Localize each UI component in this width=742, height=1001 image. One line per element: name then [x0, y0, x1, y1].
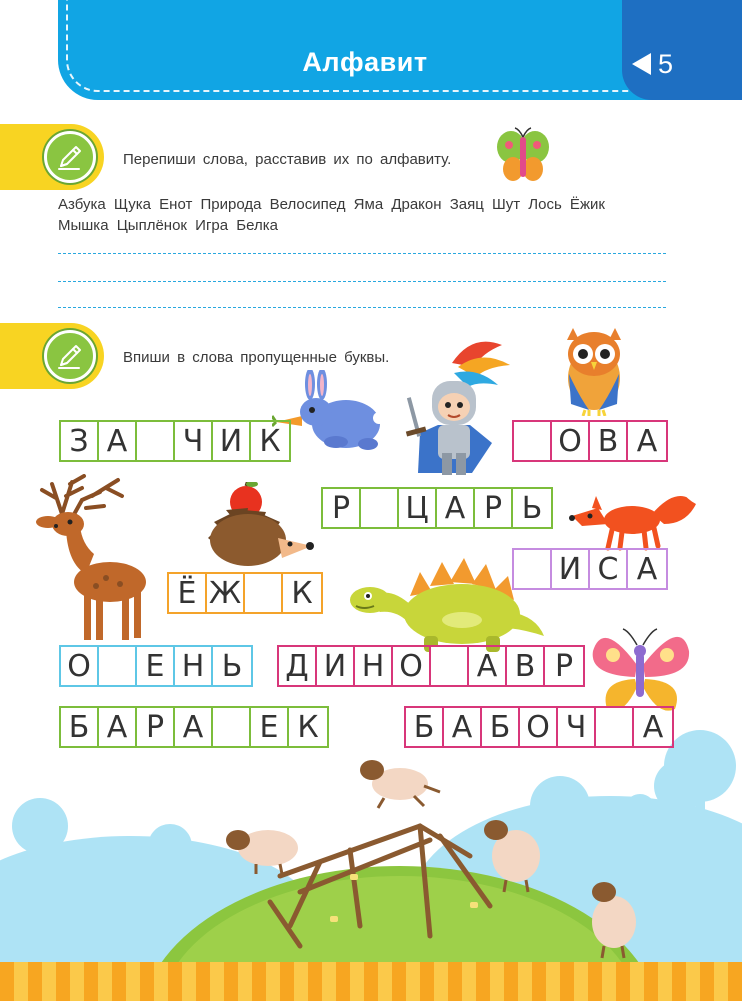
letter-cell: Ц — [399, 489, 437, 527]
letter-cell: А — [437, 489, 475, 527]
letter-cell: И — [213, 422, 251, 460]
letter-cell: З — [61, 422, 99, 460]
letter-cell: Б — [482, 708, 520, 746]
letter-cell: Б — [61, 708, 99, 746]
word-pool-line-1: Азбука Щука Енот Природа Велосипед Яма Дракон Заяц Шут Лось Ёжик — [58, 196, 605, 213]
task1-instruction: Перепиши слова, расставив их по алфавиту. — [123, 151, 452, 168]
letter-cell: А — [99, 422, 137, 460]
letter-cell: О — [393, 647, 431, 685]
letter-cell: Р — [475, 489, 513, 527]
page-number-tab — [622, 0, 742, 100]
blank-letter-cell[interactable] — [245, 574, 283, 612]
word-grid-ezhik — [167, 572, 323, 614]
word-grid-zaichik — [59, 420, 291, 462]
letter-cell: Р — [554, 648, 574, 684]
letter-cell: И — [552, 550, 590, 588]
letter-cell: Р — [323, 489, 361, 527]
blank-letter-cell[interactable] — [514, 550, 552, 588]
owl-illustration — [559, 326, 629, 416]
letter-cell: К — [291, 575, 313, 611]
word-grid-olen — [59, 645, 253, 687]
blank-letter-cell[interactable] — [596, 708, 634, 746]
word-grid-sova — [512, 420, 668, 462]
fox-illustration — [568, 484, 698, 552]
pencil-icon — [44, 131, 96, 183]
word-grid-rycar — [321, 487, 553, 529]
letter-cell: Н — [355, 647, 393, 685]
pencil-icon — [44, 330, 96, 382]
letter-cell: О — [552, 422, 590, 460]
blank-letter-cell[interactable] — [213, 708, 251, 746]
butterfly-small-illustration — [495, 125, 551, 185]
word-grid-barashek — [59, 706, 329, 748]
writing-line-2[interactable] — [58, 281, 666, 282]
letter-cell: А — [642, 709, 664, 745]
blank-letter-cell[interactable] — [361, 489, 399, 527]
letter-cell: А — [444, 708, 482, 746]
bottom-border-stripe — [0, 962, 742, 1001]
letter-cell: Ж — [207, 574, 245, 612]
hedgehog-illustration — [204, 482, 316, 572]
blank-letter-cell[interactable] — [514, 422, 552, 460]
letter-cell: К — [297, 709, 319, 745]
writing-line-3[interactable] — [58, 307, 666, 308]
letter-cell: В — [590, 422, 628, 460]
letter-cell: Е — [137, 647, 175, 685]
letter-cell: Р — [137, 708, 175, 746]
letter-cell: О — [520, 708, 558, 746]
letter-cell: К — [259, 423, 281, 459]
deer-illustration — [22, 474, 148, 644]
butterfly-illustration — [589, 625, 691, 717]
landscape-illustration — [0, 726, 742, 966]
word-pool-line-2: Мышка Цыплёнок Игра Белка — [58, 217, 278, 234]
play-arrow-icon — [632, 53, 651, 75]
letter-cell: И — [317, 647, 355, 685]
letter-cell: Д — [279, 647, 317, 685]
letter-cell: Ь — [521, 490, 543, 526]
letter-cell: Ь — [221, 648, 243, 684]
page-title: Алфавит — [302, 47, 428, 77]
letter-cell: Б — [406, 708, 444, 746]
page-number: 5 — [658, 49, 674, 79]
task2-instruction: Впиши в слова пропущенные буквы. — [123, 349, 390, 366]
knight-illustration — [402, 333, 512, 478]
letter-cell: Ё — [169, 574, 207, 612]
letter-cell: А — [99, 708, 137, 746]
word-grid-lisa — [512, 548, 668, 590]
letter-cell: В — [507, 647, 545, 685]
letter-cell: О — [61, 647, 99, 685]
writing-line-1[interactable] — [58, 253, 666, 254]
letter-cell: Е — [251, 708, 289, 746]
word-grid-dinozavr — [277, 645, 585, 687]
letter-cell: А — [469, 647, 507, 685]
letter-cell: Ч — [558, 708, 596, 746]
letter-cell: Н — [175, 647, 213, 685]
letter-cell: А — [175, 708, 213, 746]
blank-letter-cell[interactable] — [99, 647, 137, 685]
letter-cell: А — [636, 423, 658, 459]
word-grid-babochka — [404, 706, 674, 748]
blank-letter-cell[interactable] — [137, 422, 175, 460]
letter-cell: Ч — [175, 422, 213, 460]
letter-cell: А — [636, 551, 658, 587]
header-stitch-line — [66, 0, 706, 92]
letter-cell: С — [590, 550, 628, 588]
blank-letter-cell[interactable] — [431, 647, 469, 685]
